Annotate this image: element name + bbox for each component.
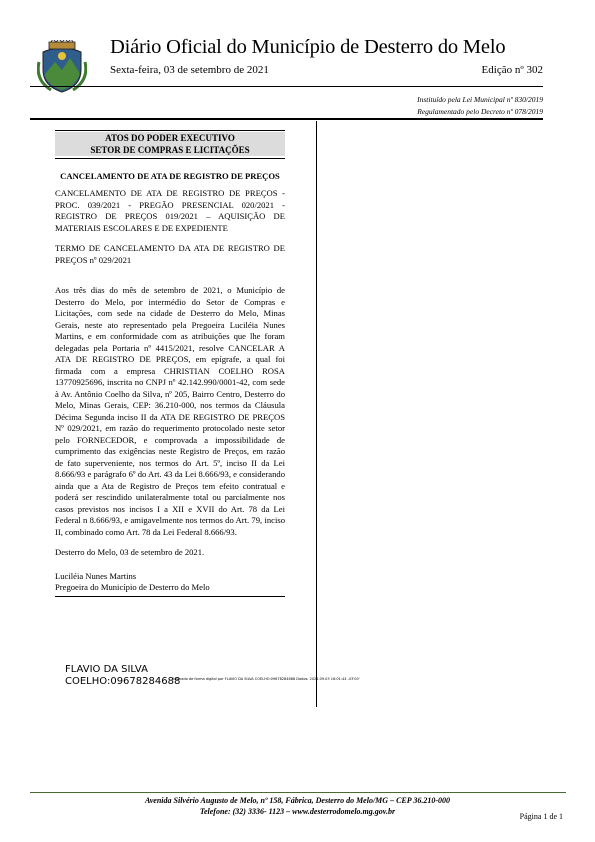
law-instituted: Instituído pela Lei Municipal nº 830/2019 <box>417 95 543 104</box>
act-heading: CANCELAMENTO DE ATA DE REGISTRO DE PREÇOS <box>60 171 280 181</box>
signature-fine-print: Assinado de forma digital por FLAVIO DA SILVA COELHO:09678284688 Dados: 2021.09.03 16:01:44 -03'00' <box>172 677 360 681</box>
section-line-1: ATOS DO PODER EXECUTIVO <box>55 132 285 144</box>
edition-date: Sexta-feira, 03 de setembro de 2021 <box>110 64 269 76</box>
header-rule <box>30 86 543 87</box>
section-line-2: SETOR DE COMPRAS E LICITAÇÕES <box>55 144 285 156</box>
act-subject: CANCELAMENTO DE ATA DE REGISTRO DE PREÇOS - PROC. 039/2021 - PREGÃO PRESENCIAL 020/2021 - REGISTRO DE PREÇOS 019/2021 – AQUISIÇÃO DE MATERIAIS ESCOLARES E DE EXPEDIENTE <box>55 188 285 233</box>
footer-rule <box>30 792 566 793</box>
signature-rule <box>55 596 285 597</box>
footer-contact: Telefone: (32) 3336- 1123 – www.desterrodomelo.mg.gov.br <box>199 807 396 816</box>
edition-number: Edição nº 302 <box>481 64 543 76</box>
digital-signature-stamp <box>65 664 285 688</box>
section-heading <box>55 130 285 156</box>
signature-line-2: COELHO:09678284688 <box>65 676 181 687</box>
page-number: Página 1 de 1 <box>519 812 563 821</box>
law-regulated: Regulamentado pelo Decreto nº 078/2019 <box>417 107 543 116</box>
signer-role: Pregoeira do Município de Desterro do Melo <box>55 582 210 592</box>
header-bottom-rule <box>30 118 543 120</box>
section-rule <box>55 158 285 159</box>
gazette-title: Diário Oficial do Município de Desterro do Melo <box>110 36 506 58</box>
act-place-date: Desterro do Melo, 03 de setembro de 2021. <box>55 547 205 557</box>
act-body: Aos três dias do mês de setembro de 2021, o Município de Desterro do Melo, por intermédio do Setor de Compras e Licitações, com sede na cidade de Desterro do Melo, Minas Gerais, neste ato representado pela Pregoeira Luciléia Nunes Martins, e em conformidade com as atribuições que lhe foram delegadas pela Portaria nº 4415/2021, resolve CANCELAR A ATA DE REGISTRO DE PREÇOS, em epígrafe, a qual foi firmada com a empresa CHRISTIAN COELHO ROSA 13770925696, inscrita no CNPJ nº 42.142.990/0001-42, com sede à Av. Antônio Coelho da Silva, nº 205, Bairro Centro, Desterro do Melo, Minas Gerais, CEP: 36.210-000, nos termos da Cláusula Décima Segunda inciso II da ATA DE REGISTRO DE PREÇOS Nº 029/2021, em razão do requerimento protocolado neste setor pelo FORNECEDOR, e comprovada a impossibilidade de cumprimento das exigências neste Registro de Preços, em razão de fato superveniente, nos termos do Art. 5º, inciso II da Lei 8.666/93 e parágrafo 6º do Art. 43 da Lei 8.666/93, e considerando ainda que a Ata de Registro de Preços tem efeito contratual e poderá ser rescindido unilateralmente total ou parcialmente nos casos previstos nos incisos I a XII e XVII do Art. 78 da Lei Federal n 8.666/93, e amigavelmente nos termos do Art. 79, inciso II, combinado como Art. 78 da Lei Federal 8.666/93. <box>55 285 285 537</box>
signer-name: Luciléia Nunes Martins <box>55 570 137 581</box>
act-term: TERMO DE CANCELAMENTO DA ATA DE REGISTRO DE PREÇOS nº 029/2021 <box>55 243 285 265</box>
signature-line-1: FLAVIO DA SILVA <box>65 664 148 675</box>
left-column <box>55 130 285 597</box>
column-divider <box>316 121 317 707</box>
footer-address: Avenida Silvério Augusto de Melo, nº 158, Fábrica, Desterro do Melo/MG – CEP 36.210-000 <box>145 796 450 805</box>
